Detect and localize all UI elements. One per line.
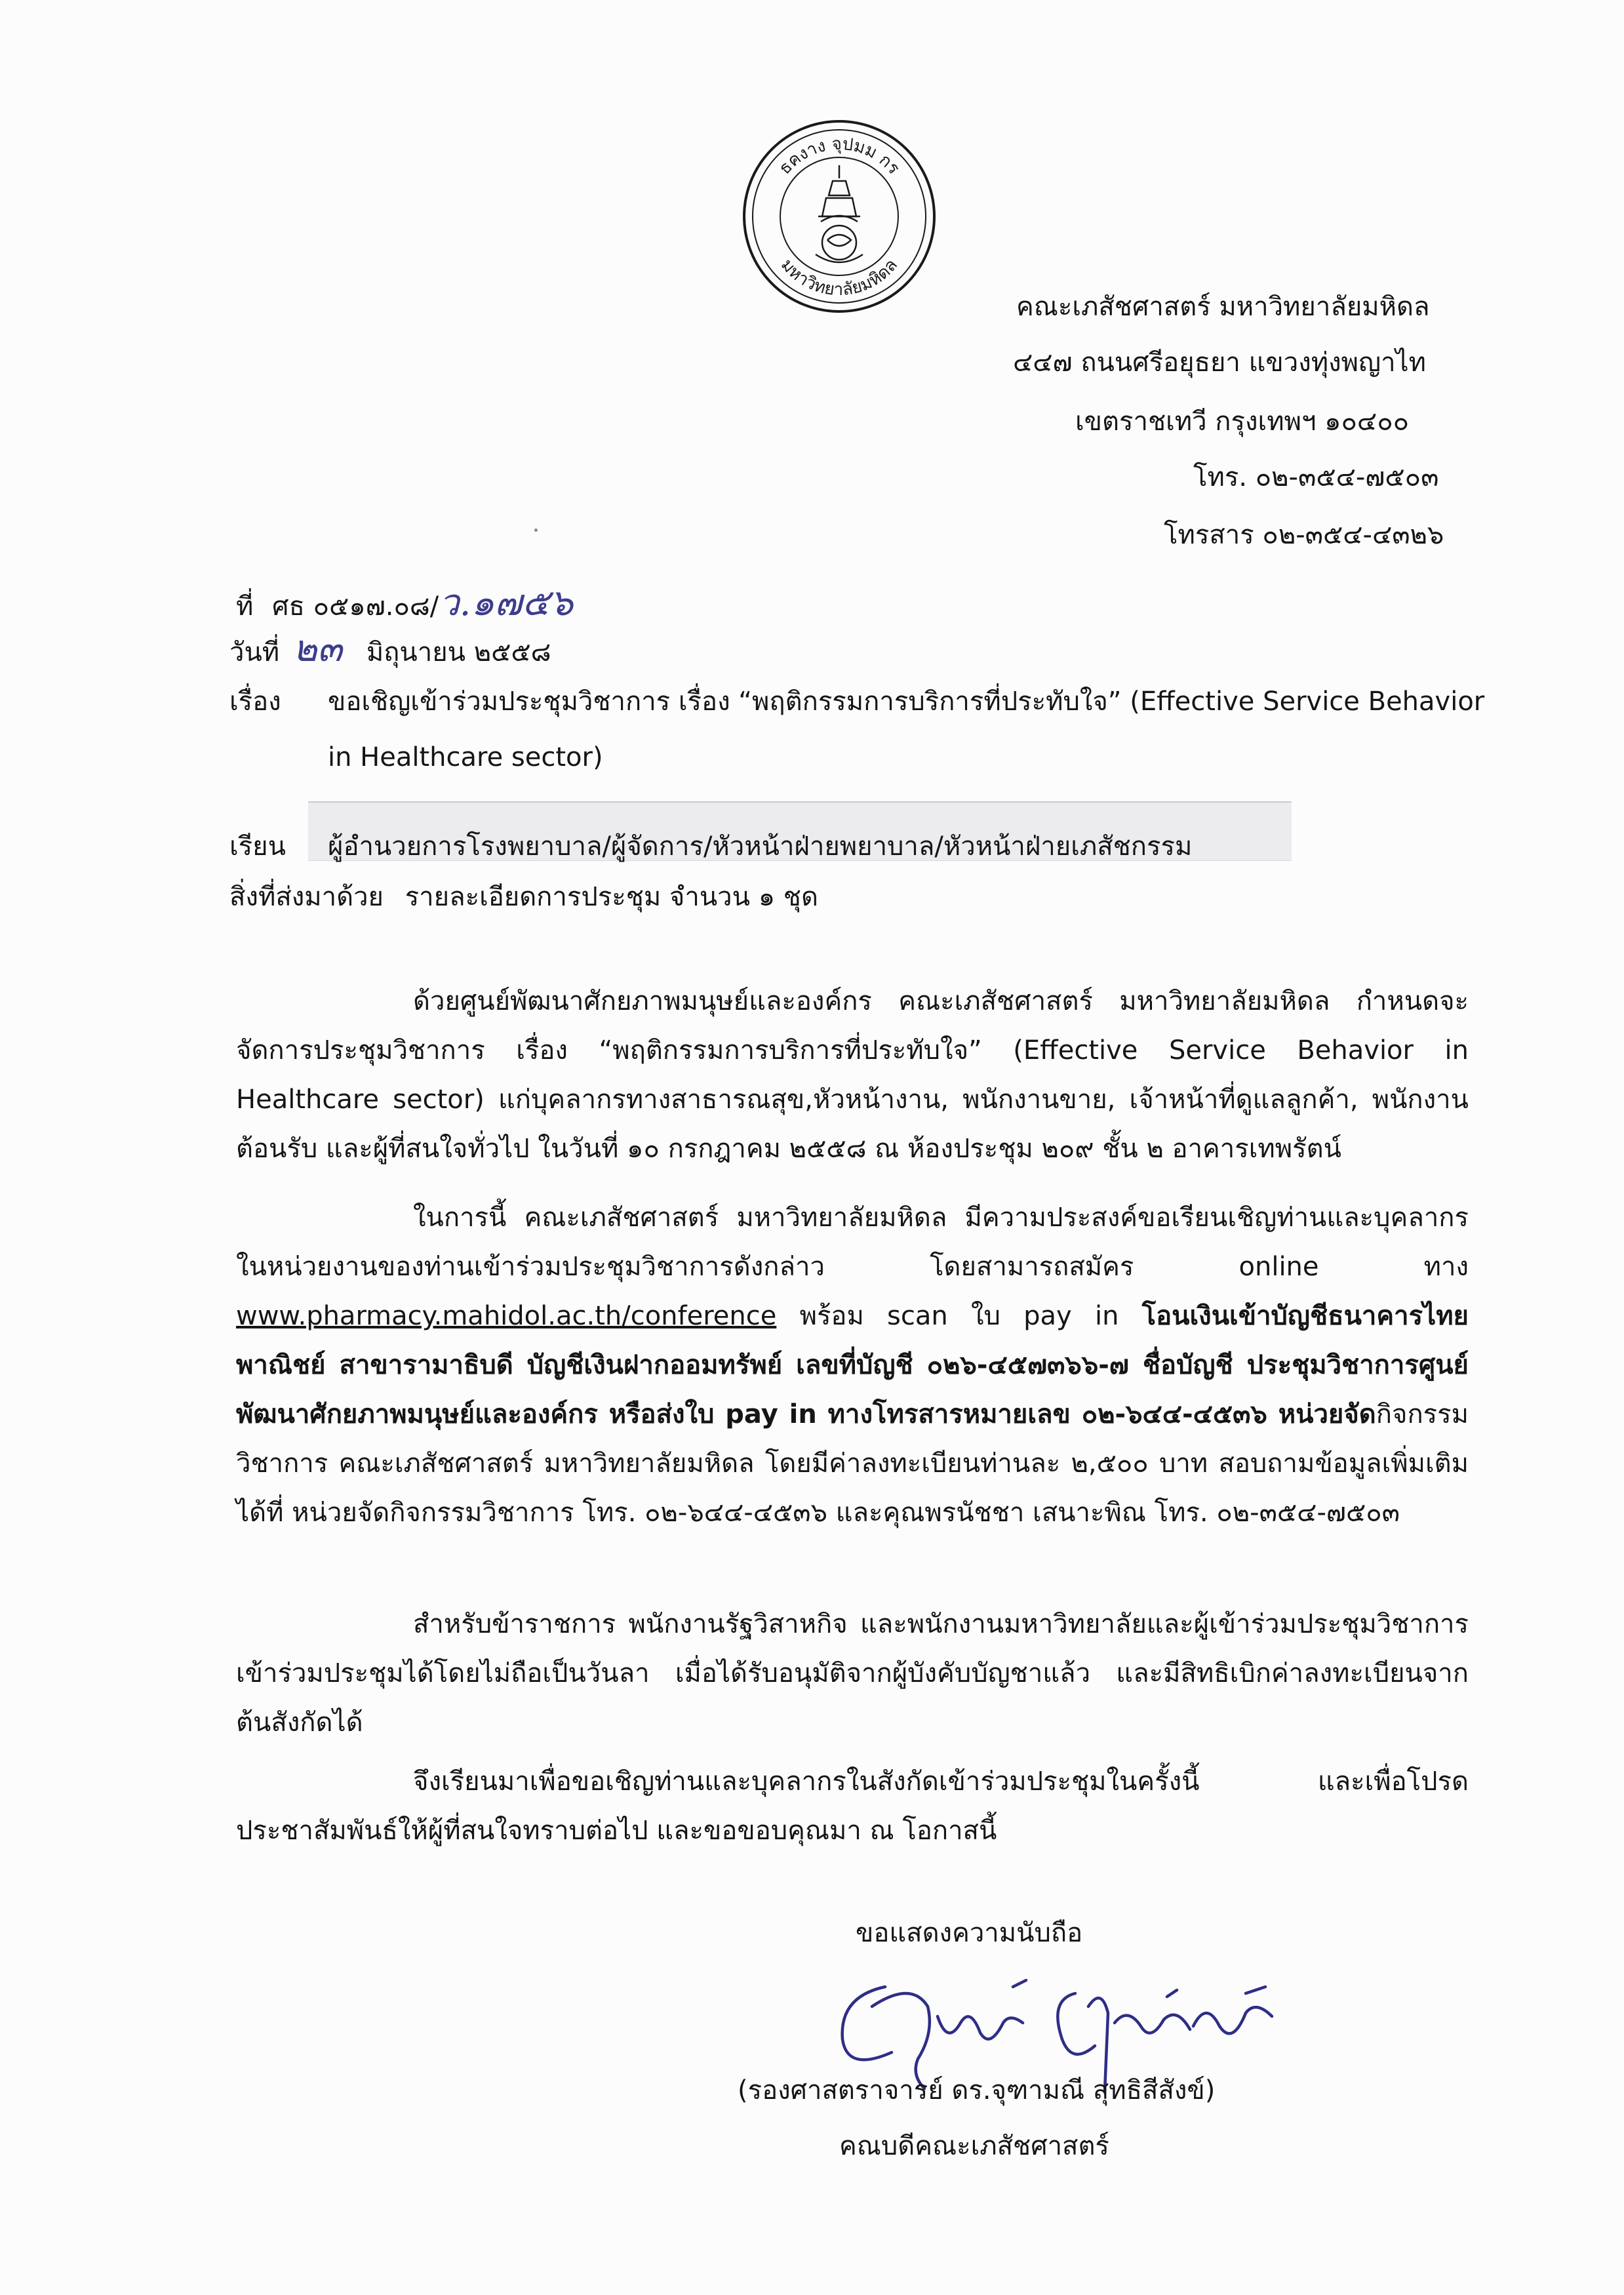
enclosure-label: สิ่งที่ส่งมาด้วย [229,882,384,912]
sender-address-line: เขตราชเทวี กรุงเทพฯ ๑๐๔๐๐ [1075,407,1410,437]
sender-address-line: คณะเภสัชศาสตร์ มหาวิทยาลัยมหิดล [1016,292,1430,322]
reference-label: ที่ [236,591,254,622]
body-paragraph-1 [236,977,1469,1174]
reference-value: ศธ ๐๕๑๗.๐๘/ [272,591,439,622]
enclosure [229,879,818,915]
signatory-position: คณบดีคณะเภสัชศาสตร์ [839,2131,1109,2161]
reference-handwritten: ว.๑๗๕๖ [439,582,574,624]
paragraph-2-bank-details: โอนเงินเข้าบัญชีธนาคารไทยพาณิชย์ สาขารามาธิบดี บัญชีเงินฝากออมทรัพย์ เลขที่บัญชี ๐๒๖-๔๕๗๓๖๖-๗ ชื่อบัญชี ประชุมวิชาการศูนย์พัฒนาศักยภาพมนุษย์และองค์กร หรือส่งใบ pay in ทางโทรสารหมายเลข ๐๒-๖๔๔-๔๕๓๖ หน่วยจัด [236,1301,1469,1429]
sender-address-line: ๔๔๗ ถนนศรีอยุธยา แขวงทุ่งพญาไท [1013,348,1427,378]
paragraph-4-text: จึงเรียนมาเพื่อขอเชิญท่านและบุคลากรในสังกัดเข้าร่วมประชุมในครั้งนี้ และเพื่อโปรดประชาสัมพันธ์ให้ผู้ที่สนใจทราบต่อไป และขอขอบคุณมา ณ โอกาสนี้ [236,1766,1469,1846]
date-handwritten-day: ๒๓ [292,628,343,670]
closing-salutation: ขอแสดงความนับถือ [856,1918,1083,1948]
speck [534,529,538,532]
body-paragraph-3 [236,1600,1469,1747]
date-month-year: มิถุนายน ๒๕๕๘ [366,637,551,668]
subject-line-2: in Healthcare sector) [328,742,603,772]
paragraph-2-text-c: กิจกรรมวิชาการ คณะเภสัชศาสตร์ มหาวิทยาลัยมหิดล โดยมีค่าลงทะเบียนท่านละ ๒,๕๐๐ บาท สอบถามข้อมูลเพิ่มเติมได้ที่ หน่วยจัดกิจกรรมวิชาการ โทร. ๐๒-๖๔๔-๔๕๓๖ และคุณพรนัชชา เสนาะพิณ โทร. ๐๒-๓๕๔-๗๕๐๓ [236,1399,1469,1528]
paragraph-2-text-a: ในการนี้ คณะเภสัชศาสตร์ มหาวิทยาลัยมหิดล มีความประสงค์ขอเรียนเชิญท่านและบุคลากรในหน่วยงานของท่านเข้าร่วมประชุมวิชาการดังกล่าว โดยสามารถสมัคร online ทาง [236,1203,1469,1282]
paragraph-2-text-b: พร้อม scan ใบ pay in [776,1301,1142,1331]
enclosure-text: รายละเอียดการประชุม จำนวน ๑ ชุด [405,882,818,912]
subject-label: เรื่อง [229,687,281,717]
recipient-text: ผู้อำนวยการโรงพยาบาล/ผู้จัดการ/หัวหน้าฝ่ายพยาบาล/หัวหน้าฝ่ายเภสัชกรรม [328,831,1193,862]
body-paragraph-2 [236,1193,1469,1538]
paragraph-1-text: ด้วยศูนย์พัฒนาศักยภาพมนุษย์และองค์กร คณะเภสัชศาสตร์ มหาวิทยาลัยมหิดล กำหนดจะจัดการประชุมวิชาการ เรื่อง “พฤติกรรมการบริการที่ประทับใจ” (Effective Service Behavior in Healthcare sector) แก่บุคลากรทางสาธารณสุข,หัวหน้างาน, พนักงานขาย, เจ้าหน้าที่ดูแลลูกค้า, พนักงานต้อนรับ และผู้ที่สนใจทั่วไป ในวันที่ ๑๐ กรกฎาคม ๒๕๕๘ ณ ห้องประชุม ๒๐๙ ชั้น ๒ อาคารเทพรัตน์ [236,986,1469,1164]
recipient-label: เรียน [229,831,286,862]
seal-top-text: ธคงาง จุปมม กร [775,134,903,179]
paragraph-3-text: สำหรับข้าราชการ พนักงานรัฐวิสาหกิจ และพนักงานมหาวิทยาลัยและผู้เข้าร่วมประชุมวิชาการเข้าร่วมประชุมได้โดยไม่ถือเป็นวันลา เมื่อได้รับอนุมัติจากผู้บังคับบัญชาแล้ว และมีสิทธิเบิกค่าลงทะเบียนจากต้นสังกัดได้ [236,1609,1469,1738]
subject-line-1: ขอเชิญเข้าร่วมประชุมวิชาการ เรื่อง “พฤติกรรมการบริการที่ประทับใจ” (Effective Service Behavior [328,687,1485,717]
date-label: วันที่ [229,637,280,668]
seal-emblem-icon [741,118,938,315]
sender-address-line: โทร. ๐๒-๓๕๔-๗๕๐๓ [1193,462,1439,492]
letter-date [229,628,551,671]
conference-link[interactable]: www.pharmacy.mahidol.ac.th/conference [236,1301,777,1331]
reference-number [236,582,574,625]
sender-address-line: โทรสาร ๐๒-๓๕๔-๔๓๒๖ [1164,520,1444,550]
seal-bottom-text: มหาวิทยาลัยมหิดล [776,255,902,300]
university-seal [741,118,938,315]
signatory-name: (รองศาสตราจารย์ ดร.จุฑามณี สุทธิสีสังข์) [738,2075,1216,2105]
body-paragraph-4 [236,1757,1469,1856]
